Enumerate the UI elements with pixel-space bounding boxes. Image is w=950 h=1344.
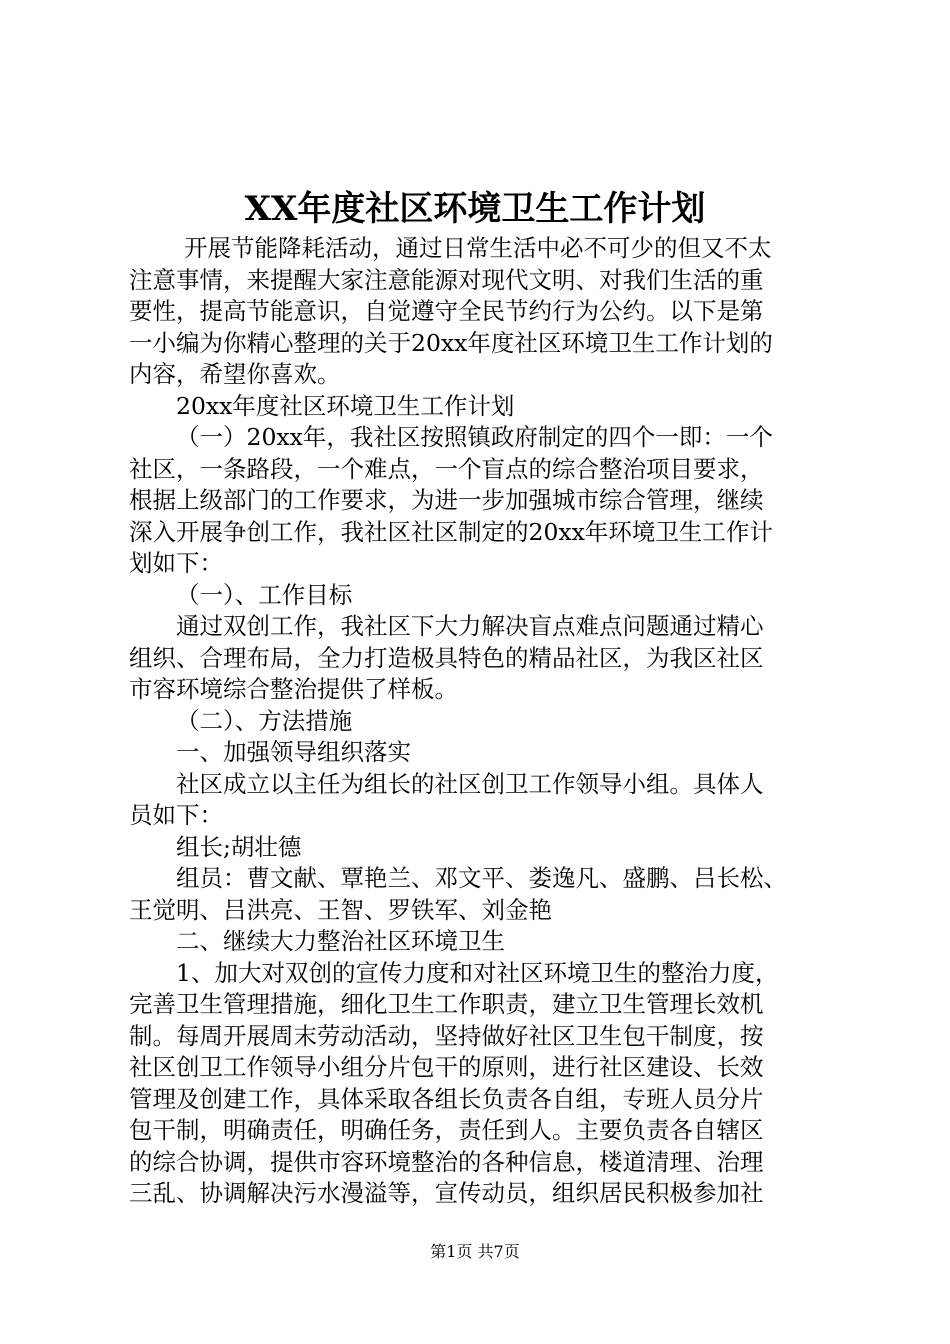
text-line: 三乱、协调解决污水漫溢等，宣传动员，组织居民积极参加社 bbox=[129, 1179, 764, 1207]
text-line: 二、继续大力整治社区环境卫生 bbox=[176, 927, 505, 955]
text-line: 要性，提高节能意识，自觉遵守全民节约行为公约。以下是第 bbox=[129, 297, 764, 325]
document-body bbox=[129, 233, 834, 1210]
text-line: 王觉明、吕洪亮、王智、罗铁军、刘金艳 bbox=[129, 895, 552, 924]
text-line: 开展节能降耗活动，通过日常生活中必不可少的但又不太 bbox=[184, 234, 772, 262]
text-line: （一）、工作目标 bbox=[176, 580, 353, 609]
text-line: 组员：曹文献、覃艳兰、邓文平、娄逸凡、盛鹏、吕长松、 bbox=[176, 864, 787, 892]
text-line: 20xx年度社区环境卫生工作计划 bbox=[176, 391, 515, 420]
text-line: 一、加强领导组织落实 bbox=[176, 738, 411, 766]
text-line: 制。每周开展周末劳动活动，坚持做好社区卫生包干制度，按 bbox=[129, 1021, 764, 1050]
text-line: （一）20xx年，我社区按照镇政府制定的四个一即：一个 bbox=[176, 423, 773, 451]
text-line: 划如下： bbox=[129, 549, 223, 577]
text-line: 管理及创建工作，具体采取各组长负责各自组，专班人员分片 bbox=[129, 1084, 764, 1113]
page-footer: 第1页 共7页 bbox=[430, 1242, 520, 1261]
text-line: 的综合协调，提供市容环境整治的各种信息，楼道清理、治理 bbox=[129, 1147, 764, 1176]
text-line: 通过双创工作，我社区下大力解决盲点难点问题通过精心 bbox=[176, 612, 764, 640]
text-line: 社区成立以主任为组长的社区创卫工作领导小组。具体人 bbox=[176, 769, 764, 798]
text-line: 完善卫生管理措施，细化卫生工作职责，建立卫生管理长效机 bbox=[129, 990, 764, 1018]
text-line: 组长;胡壮德 bbox=[176, 832, 302, 861]
text-line: 一小编为你精心整理的关于20xx年度社区环境卫生工作计划的 bbox=[129, 328, 773, 357]
text-line: 1、加大对双创的宣传力度和对社区环境卫生的整治力度， bbox=[176, 958, 779, 987]
text-line: 深入开展争创工作，我社区社区制定的20xx年环境卫生工作计 bbox=[129, 517, 773, 546]
document-title: XX年度社区环境卫生工作计划 bbox=[244, 189, 706, 229]
text-line: （二）、方法措施 bbox=[176, 706, 353, 735]
text-line: 员如下： bbox=[129, 801, 223, 829]
text-line: 组织、合理布局，全力打造极具特色的精品社区，为我区社区 bbox=[129, 643, 764, 672]
text-line: 社区，一条路段，一个难点，一个盲点的综合整治项目要求， bbox=[129, 454, 764, 483]
text-line: 社区创卫工作领导小组分片包干的原则，进行社区建设、长效 bbox=[129, 1053, 764, 1081]
text-line: 注意事情，来提醒大家注意能源对现代文明、对我们生活的重 bbox=[129, 265, 764, 294]
text-line: 包干制，明确责任，明确任务，责任到人。主要负责各自辖区 bbox=[129, 1116, 764, 1144]
text-line: 根据上级部门的工作要求，为进一步加强城市综合管理，继续 bbox=[129, 486, 764, 514]
text-line: 市容环境综合整治提供了样板。 bbox=[129, 675, 458, 703]
text-line: 内容，希望你喜欢。 bbox=[129, 360, 341, 388]
